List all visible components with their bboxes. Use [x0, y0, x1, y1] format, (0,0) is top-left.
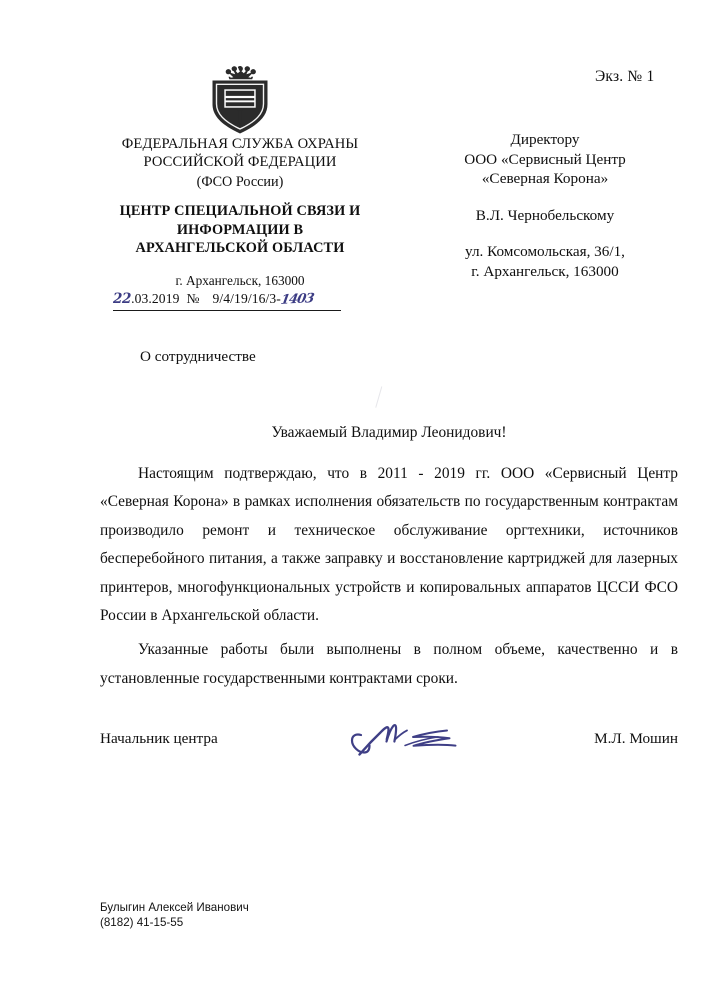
body-paragraph-2: Указанные работы были выполнены в полном объеме, качественно и в установленные государственными контрактами сроки.	[100, 641, 678, 687]
body-paragraph-1: Настоящим подтверждаю, что в 2011 - 2019 гг. ООО «Сервисный Центр «Северная Корона» в рамках исполнения обязательств по государственным контрактам производило ремонт и техническое обслуживание оргтехники, источников бесперебойного питания, а также заправку и восстановление картриджей для лазерных принтеров, многофункциональных устройств и копировальных аппаратов ЦССИ ФСО России в Архангельской области.	[100, 465, 678, 625]
reference-index: 9/4/19/16/3-	[212, 291, 281, 306]
organization-line-1: ФЕДЕРАЛЬНАЯ СЛУЖБА ОХРАНЫ	[121, 136, 359, 152]
number-sign-label: №	[186, 291, 200, 306]
addressee-organization	[400, 130, 690, 189]
addressee-person: В.Л. Чернобельскому	[475, 206, 615, 224]
signer-name: М.Л. Мошин	[594, 730, 678, 747]
copy-number: Экз. № 1	[595, 68, 655, 85]
addressee-position: Директору	[510, 131, 580, 148]
addressee-address	[400, 242, 690, 281]
organization-line-2: РОССИЙСКОЙ ФЕДЕРАЦИИ	[143, 153, 337, 170]
addressee-block	[400, 130, 690, 281]
executor-name: Булыгин Алексей Иванович	[100, 901, 249, 914]
executor-phone: (8182) 41-15-55	[100, 915, 184, 929]
addressee-company-line-1: ООО «Сервисный Центр	[464, 150, 626, 168]
handwritten-signature-icon	[350, 714, 480, 764]
unit-line-3: АРХАНГЕЛЬСКОЙ ОБЛАСТИ	[135, 240, 345, 256]
scan-artifact-mark	[375, 386, 395, 411]
handwritten-reference-number: 1403	[279, 291, 315, 308]
fso-emblem-icon	[196, 64, 284, 136]
handwritten-day: 22	[113, 291, 132, 307]
addressee-street: ул. Комсомольская, 36/1,	[465, 243, 625, 260]
executor-block	[100, 901, 249, 930]
printed-date: .03.2019	[131, 291, 180, 306]
letter-body	[100, 460, 678, 693]
subject-line: О сотрудничестве	[140, 348, 256, 365]
letterhead-block	[80, 136, 400, 289]
addressee-company-line-2: «Северная Корона»	[481, 170, 609, 187]
letterhead-city: г. Архангельск, 163000	[175, 272, 305, 288]
organization-short-name: (ФСО России)	[196, 174, 284, 190]
addressee-city: г. Архангельск, 163000	[471, 262, 619, 280]
reference-date-line	[113, 290, 341, 311]
unit-line-1: ЦЕНТР СПЕЦИАЛЬНОЙ СВЯЗИ И	[119, 203, 361, 219]
greeting-line: Уважаемый Владимир Леонидович!	[271, 424, 507, 441]
unit-line-2: ИНФОРМАЦИИ В	[176, 221, 304, 238]
signer-title: Начальник центра	[100, 730, 218, 747]
signature-block	[100, 730, 678, 754]
